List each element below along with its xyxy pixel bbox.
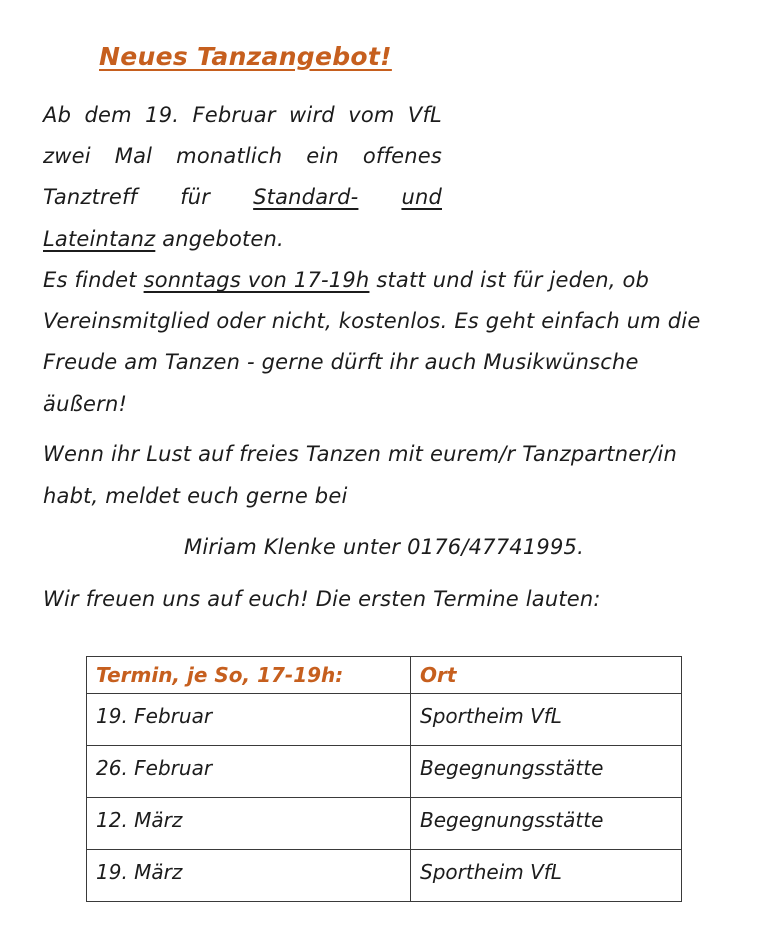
cell-location: Sportheim VfL (411, 850, 682, 902)
paragraph-2-line-2: Vereinsmitglied oder nicht, kostenlos. Es geht einfach um die (43, 309, 701, 333)
document-title: Neues Tanzangebot! (99, 42, 392, 71)
paragraph-3-line-1: Wenn ihr Lust auf freies Tanzen mit eurem/r Tanzpartner/in (43, 442, 677, 466)
schedule-table (86, 656, 682, 902)
table-header-row (87, 657, 682, 694)
paragraph-1-line-1: Ab dem 19. Februar wird vom VfL (43, 103, 442, 127)
header-termin: Termin, je So, 17-19h: (87, 657, 411, 694)
paragraph-2-line-1: Es findet sonntags von 17-19h statt und ist für jeden, ob (43, 268, 650, 292)
cell-location: Begegnungsstätte (411, 746, 682, 798)
underlined-standard: Standard- (253, 185, 359, 209)
cell-location: Begegnungsstätte (411, 798, 682, 850)
paragraph-2-line-3: Freude am Tanzen - gerne dürft ihr auch Musikwünsche (43, 350, 639, 374)
underlined-und: und (401, 185, 442, 209)
paragraph-2-line-4: äußern! (43, 392, 128, 416)
cell-location: Sportheim VfL (411, 694, 682, 746)
table-row (87, 798, 682, 850)
contact-line: Miriam Klenke unter 0176/47741995. (184, 535, 584, 559)
header-ort: Ort (411, 657, 682, 694)
paragraph-1-line-4: Lateintanz angeboten. (43, 227, 284, 251)
cell-date: 26. Februar (87, 746, 411, 798)
closing-line: Wir freuen uns auf euch! Die ersten Termine lauten: (43, 587, 601, 611)
paragraph-1-line-2: zwei Mal monatlich ein offenes (43, 144, 442, 168)
cell-date: 19. Februar (87, 694, 411, 746)
table-row (87, 694, 682, 746)
table-row (87, 850, 682, 902)
underlined-lateintanz: Lateintanz (43, 227, 156, 251)
cell-date: 12. März (87, 798, 411, 850)
underlined-time: sonntags von 17-19h (143, 268, 370, 292)
cell-date: 19. März (87, 850, 411, 902)
paragraph-3-line-2: habt, meldet euch gerne bei (43, 484, 348, 508)
paragraph-1-line-3: Tanztreff für Standard- und (43, 185, 442, 209)
table-row (87, 746, 682, 798)
